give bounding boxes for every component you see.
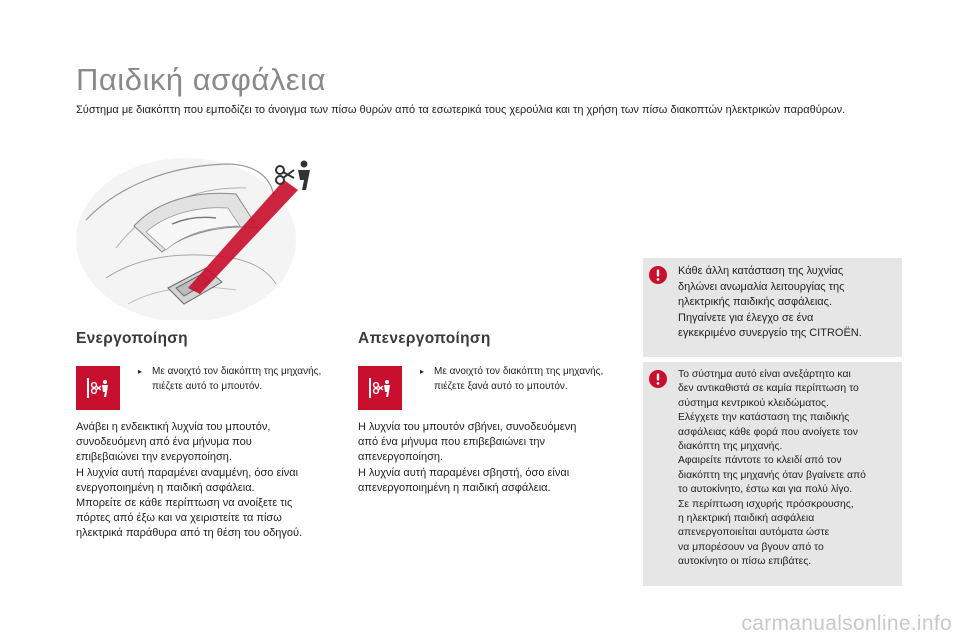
bullet-icon: ▸	[420, 367, 425, 376]
watermark: carmanualsonline.info	[741, 612, 952, 635]
activation-step	[138, 364, 337, 394]
activation-description: Ανάβει η ενδεικτική λυχνία του μπουτόν, συνοδευόμενη από ένα μήνυμα που επιβεβαιώνει την ενεργοποίηση. Η λυχνία αυτή παραμένει αναμμένη, όσο είναι ενεργοποιημένη η παιδική ασφάλεια. Μπορείτε σε κάθε περίπτωση να ανοίξετε τις πόρτες από έξω και να χειριστείτε τα πίσω ηλεκτρικά παράθυρα από τη θέση του οδηγού.	[76, 421, 303, 540]
deactivation-step	[420, 364, 624, 394]
exclamation-icon	[649, 266, 667, 284]
deactivation-step-text: Με ανοιχτό τον διακόπτη της μηχανής, πιέζετε ξανά αυτό το μπουτόν.	[434, 366, 604, 392]
warning-text: Κάθε άλλη κατάσταση της λυχνίας δηλώνει ανωμαλία λειτουργίας της ηλεκτρικής παιδικής ασφάλειας. Πηγαίνετε για έλεγχο σε ένα εγκεκριμένο συνεργείο της CITROËN.	[678, 265, 862, 340]
warning-box	[643, 258, 902, 357]
deactivation-heading: Απενεργοποίηση	[358, 330, 491, 347]
activation-heading: Ενεργοποίηση	[76, 330, 188, 347]
child-lock-button-icon	[76, 366, 120, 410]
exclamation-icon	[649, 370, 667, 388]
deactivation-description: Η λυχνία του μπουτόν σβήνει, συνοδευόμενη από ένα μήνυμα που επιβεβαιώνει την απενεργοποίηση. Η λυχνία αυτή παραμένει σβηστή, όσο είναι απενεργοποιημένη η παιδική ασφάλεια.	[358, 421, 577, 494]
page-title: Παιδική ασφάλεια	[76, 62, 326, 97]
warning-text: Το σύστημα αυτό είναι ανεξάρτητο και δεν αντικαθιστά σε καμία περίπτωση το σύστημα κεντρικού κλειδώματος. Ελέγχετε την κατάσταση της παιδικής ασφάλειας κάθε φορά που ανοίγετε τον διακόπτη της μηχανής. Αφαιρείτε πάντοτε το κλειδί από τον διακόπτη της μηχανής όταν βγαίνετε από το αυτοκίνητο, έστω και για πολύ λίγο. Σε περίπτωση ισχυρής πρόσκρουσης, η ηλεκτρική παιδική ασφάλεια απενεργοποιείται αυτόματα ώστε να μπορέσουν να βγουν από το αυτοκίνητο οι πίσω επιβάτες.	[678, 369, 866, 568]
warning-box	[643, 362, 902, 586]
door-panel-illustration	[76, 128, 346, 320]
activation-step-text: Με ανοιχτό τον διακόπτη της μηχανής, πιέζετε αυτό το μπουτόν.	[152, 366, 322, 392]
page-subtitle: Σύστημα με διακόπτη που εμποδίζει το άνοιγμα των πίσω θυρών από τα εσωτερικά τους χερούλια και τη χρήση των πίσω διακοπτών ηλεκτρικών παραθύρων.	[76, 104, 846, 116]
child-lock-button-icon	[358, 366, 402, 410]
bullet-icon: ▸	[138, 367, 143, 376]
